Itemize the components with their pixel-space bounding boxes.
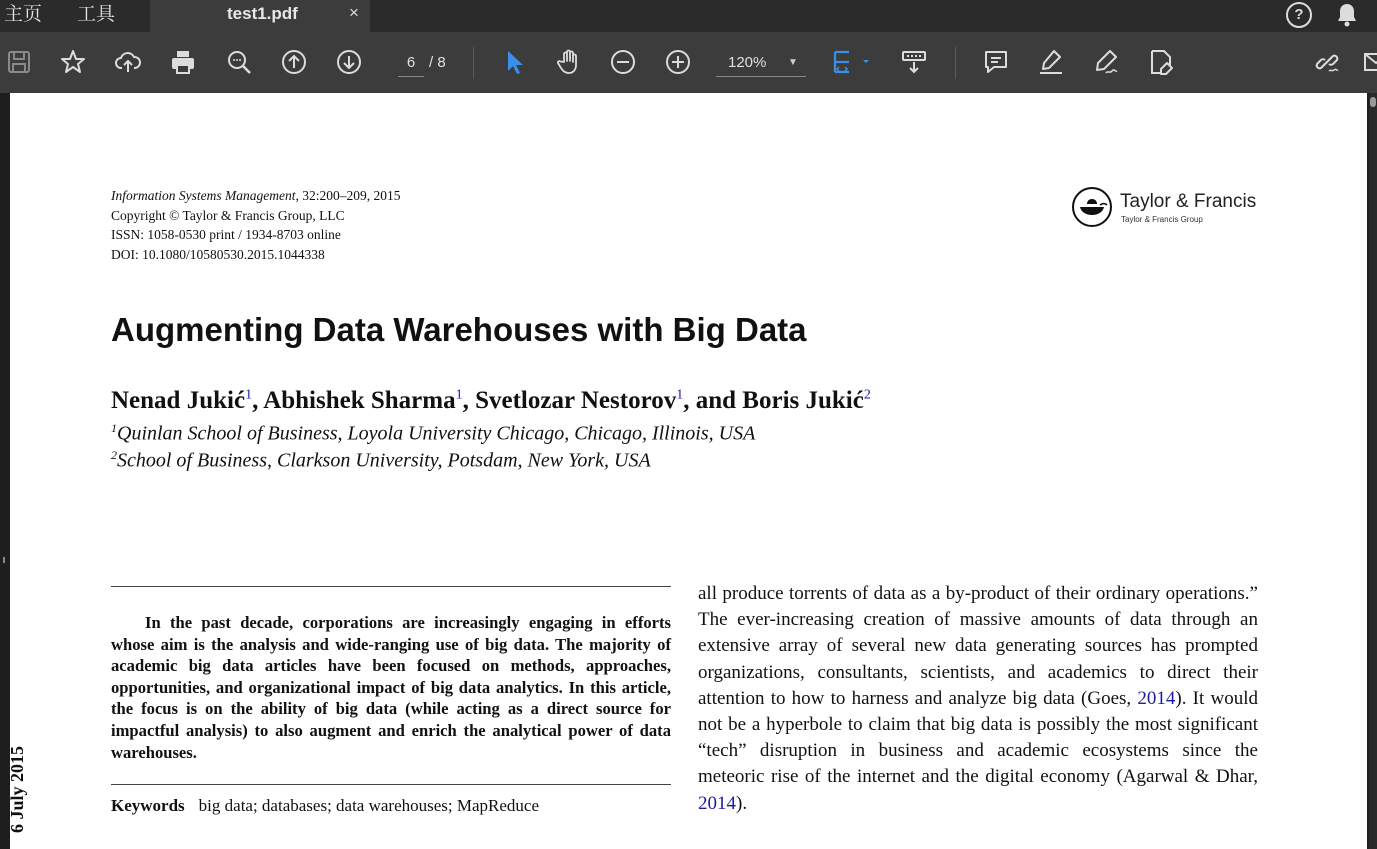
keywords-list: big data; databases; data warehouses; MapReduce — [198, 796, 540, 815]
publisher-logo — [1070, 185, 1257, 234]
select-cursor-icon[interactable] — [498, 46, 530, 78]
citation-block — [111, 186, 401, 264]
keywords-label: Keywords — [111, 796, 185, 815]
cloud-upload-icon[interactable] — [112, 46, 144, 78]
zoom-out-icon[interactable] — [607, 46, 639, 78]
publisher-group: Taylor & Francis Group — [1121, 215, 1203, 224]
edit-document-icon[interactable] — [1145, 46, 1177, 78]
page-total: / 8 — [429, 54, 446, 71]
share-link-icon[interactable] — [1311, 46, 1343, 78]
email-icon[interactable] — [1362, 46, 1377, 78]
bell-icon[interactable] — [1335, 2, 1359, 33]
affiliation-ref[interactable]: 1 — [245, 387, 253, 403]
comment-icon[interactable] — [980, 46, 1012, 78]
body-text: all produce torrents of data as a by-product of their ordinary operations.” The ever-increasing creation of massive amounts of data through an extensive array of several new data generating sources has prompted organizations, consultants, scientists, and academics to direct their attention to how to harness and analyze big data (Goes, 2014). It would not be a hyperbole to claim that big data is possibly the most significant “tech” disruption in business and academic ecosystems since the meteoric rise of the internet and the digital economy (Agarwal & Dhar, 2014). — [698, 583, 1258, 814]
download-date-stamp: 6 July 2015 — [7, 745, 27, 833]
journal-name: Information Systems Management — [111, 188, 296, 203]
affiliation: $^1$Quinlan School of Business, Loyola University Chicago, Chicago, Illinois, USA — [111, 421, 756, 445]
scrollbar-thumb[interactable] — [1370, 97, 1376, 107]
previous-page-icon[interactable] — [278, 46, 310, 78]
keywords — [111, 796, 539, 816]
document-viewer[interactable] — [0, 93, 1377, 849]
pdf-page — [7, 93, 1367, 849]
bookmark-star-icon[interactable] — [57, 46, 89, 78]
zoom-in-icon[interactable] — [662, 46, 694, 78]
sign-icon[interactable] — [1090, 46, 1122, 78]
print-icon[interactable] — [167, 46, 199, 78]
save-icon[interactable] — [3, 46, 35, 78]
divider — [111, 784, 671, 785]
divider — [111, 586, 671, 587]
journal-volume: , 32:200–209, 2015 — [295, 188, 401, 203]
teapot-lamp-icon — [1070, 185, 1114, 229]
side-panel-toggle-icon[interactable] — [0, 557, 5, 563]
toolbar-divider — [473, 47, 474, 79]
highlight-icon[interactable] — [1035, 46, 1067, 78]
chevron-down-icon: ▼ — [788, 57, 798, 68]
article-title: Augmenting Data Warehouses with Big Data — [111, 311, 807, 348]
page-number-input[interactable]: 6 — [398, 50, 424, 77]
author-list: Nenad Jukić$^1$, Abhishek Sharma$^1$, Svetlozar Nestorov$^1$, and Boris Jukić$^2$ — [111, 387, 871, 414]
affiliation: $^2$School of Business, Clarkson University, Potsdam, New York, USA — [111, 448, 651, 472]
citation-link[interactable]: 2014 — [698, 792, 736, 814]
toolbar-divider — [955, 47, 956, 79]
fit-page-icon[interactable] — [828, 46, 872, 78]
author: Nenad Jukić — [111, 387, 246, 414]
copyright-line: Copyright © Taylor & Francis Group, LLC — [111, 207, 345, 223]
search-zoom-icon[interactable] — [223, 46, 255, 78]
citation-link[interactable]: 2014 — [1137, 687, 1176, 709]
document-tab[interactable] — [150, 0, 370, 32]
zoom-level-value: 120% — [728, 54, 767, 71]
author: Svetlozar Nestorov — [475, 387, 677, 414]
doi-line: DOI: 10.1080/10580530.2015.1044338 — [111, 246, 325, 262]
issn-line: ISSN: 1058-0530 print / 1934-8703 online — [111, 227, 341, 242]
close-icon[interactable]: × — [349, 3, 359, 22]
publisher-name: Taylor & Francis — [1120, 191, 1257, 212]
affiliation-ref[interactable]: 2 — [863, 387, 871, 403]
affiliation-ref[interactable]: 1 — [676, 387, 684, 403]
main-toolbar — [0, 32, 1377, 94]
author: Boris Jukić — [742, 387, 864, 414]
document-tab-title: test1.pdf — [227, 4, 298, 23]
home-tab[interactable]: 主页 — [4, 3, 43, 25]
tools-tab[interactable]: 工具 — [77, 3, 116, 25]
vertical-scrollbar[interactable] — [1369, 93, 1377, 849]
author: Abhishek Sharma — [263, 387, 456, 414]
tab-bar — [0, 0, 1377, 32]
scroll-mode-icon[interactable] — [898, 46, 930, 78]
zoom-level-select[interactable] — [716, 50, 806, 77]
hand-tool-icon[interactable] — [553, 46, 585, 78]
help-icon[interactable]: ? — [1286, 2, 1312, 28]
next-page-icon[interactable] — [333, 46, 365, 78]
abstract: In the past decade, corporations are increasingly engaging in efforts whose aim is the analysis and wide-ranging use of big data. The majority of academic big data articles have been focused on methods, approaches, opportunities, and organizational impact of big data analytics. In this article, the focus is on the ability of big data (while acting as a direct source for impactful analysis) to also augment and enrich the analytical power of data warehouses. — [111, 613, 671, 762]
affiliation-ref[interactable]: 1 — [455, 387, 463, 403]
